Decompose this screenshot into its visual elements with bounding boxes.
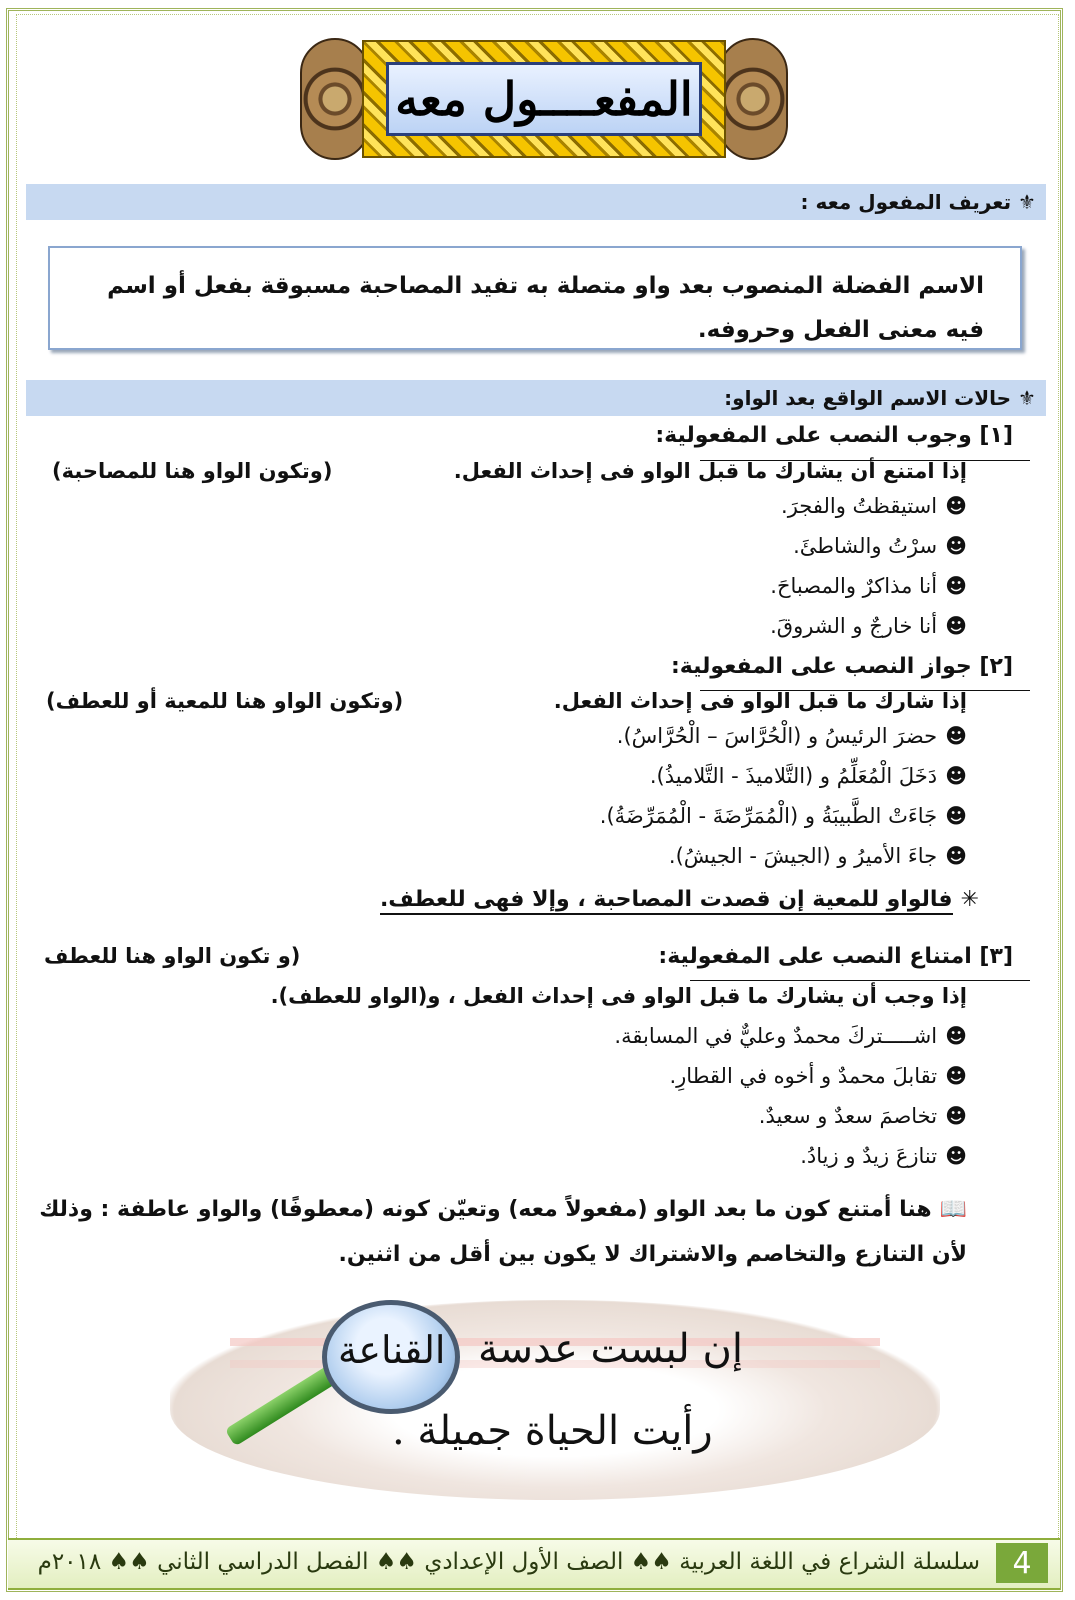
smiley-icon: ☻	[945, 804, 967, 828]
smiley-icon: ☻	[945, 1104, 967, 1128]
list-item: ☻تنازعَ زيدٌ و زيادُ.	[800, 1144, 967, 1168]
banner-ornament-right	[718, 38, 788, 160]
section-definition-title: تعريف المفعول معه :	[800, 190, 1012, 214]
title-banner	[300, 38, 788, 160]
banner-ornament-left	[300, 38, 370, 160]
smiley-icon: ☻	[945, 534, 967, 558]
ornament-icon: ⚜	[1011, 190, 1036, 214]
list-item: ☻أنا مذاكرٌ والمصباحَ.	[770, 574, 967, 598]
smiley-icon: ☻	[945, 1024, 967, 1048]
list-item: ☻دَخَلَ الْمُعَلِّمُ و (التَّلاميذَ - التَّلاميذُ).	[649, 764, 967, 788]
quote-highlight: القناعة	[338, 1328, 446, 1372]
definition-box	[48, 246, 1022, 350]
list-item: ☻سرْتُ والشاطئَ.	[793, 534, 967, 558]
list-item: ☻أنا خارجٌ و الشروقَ.	[770, 614, 967, 638]
smiley-icon: ☻	[945, 764, 967, 788]
list-item: ☻تخاصمَ سعدٌ و سعيدٌ.	[758, 1104, 967, 1128]
list-item: ☻جَاءَتْ الطَّبيبَةُ و (الْمُمَرِّضَةَ - الْمُمَرِّضَةُ).	[599, 804, 967, 828]
case1-rule: إذا امتنع أن يشارك ما قبل الواو فى إحداث الفعل.	[453, 459, 967, 483]
smiley-icon: ☻	[945, 494, 967, 518]
final-note-line2: لأن التنازع والتخاصم والاشتراك لا يكون بين أقل من اثنين.	[338, 1242, 967, 1267]
list-item: ☻جاءَ الأميرُ و (الجيشَ - الجيشُ).	[668, 844, 967, 868]
case3-rule: إذا وجب أن يشارك ما قبل الواو فى إحداث الفعل ، و(الواو للعطف).	[270, 984, 967, 1008]
book-icon: 📖	[939, 1197, 967, 1222]
page-title: المفعــــول معه	[386, 62, 702, 136]
star-icon: ✳	[960, 887, 979, 912]
case2-title: [٢] جواز النصب على المفعولية:	[670, 654, 1013, 679]
smiley-icon: ☻	[945, 574, 967, 598]
smiley-icon: ☻	[945, 844, 967, 868]
banner-plate	[362, 40, 726, 158]
list-item: ☻استيقظتُ والفجرَ.	[781, 494, 967, 518]
section-cases-title: حالات الاسم الواقع بعد الواو:	[724, 386, 1012, 410]
list-item: ☻حضرَ الرئيسُ و (الْحُرَّاسَ – الْحُرَّاسُ).	[616, 724, 967, 748]
smiley-icon: ☻	[945, 1144, 967, 1168]
final-note-line1: 📖هنا أمتنع كون ما بعد الواو (مفعولاً معه) وتعيّن كونه (معطوفًا) والواو عاطفة : وذلك	[39, 1197, 967, 1222]
quote-line1: إن لبست عدسة	[478, 1326, 743, 1372]
case3-title-underline	[690, 980, 1030, 981]
footer-text: سلسلة الشراع في اللغة العربية ♠♠ الصف الأول الإعدادي ♠♠ الفصل الدراسي الثاني ♠♠ ٢٠١٨م	[37, 1549, 980, 1575]
smiley-icon: ☻	[945, 614, 967, 638]
section-cases-header	[26, 380, 1046, 416]
page-footer	[8, 1538, 1060, 1590]
case2-note: (وتكون الواو هنا للمعية أو للعطف)	[46, 689, 404, 713]
quote-line2: رأيت الحياة جميلة .	[392, 1408, 713, 1454]
list-item: ☻اشـــــتركَ محمدٌ وعليٌّ في المسابقة.	[614, 1024, 967, 1048]
case2-summary: ✳فالواو للمعية إن قصدت المصاحبة ، وإلا فهى للعطف.	[380, 887, 979, 912]
case3-title: [٣] امتناع النصب على المفعولية:	[658, 944, 1013, 969]
list-item: ☻تقابلَ محمدٌ و أخوه في القطارِ.	[669, 1064, 967, 1088]
case1-note: (وتكون الواو هنا للمصاحبة)	[52, 459, 333, 483]
page-number: 4	[996, 1543, 1048, 1583]
case3-note: (و تكون الواو هنا للعطف	[44, 944, 301, 968]
smiley-icon: ☻	[945, 724, 967, 748]
ornament-icon: ⚜	[1011, 386, 1036, 410]
section-definition-header	[26, 184, 1046, 220]
smiley-icon: ☻	[945, 1064, 967, 1088]
case2-rule: إذا شارك ما قبل الواو فى إحداث الفعل.	[553, 689, 967, 713]
case1-title: [١] وجوب النصب على المفعولية:	[655, 423, 1013, 448]
definition-text: الاسم الفضلة المنصوب بعد واو متصلة به تفيد المصاحبة مسبوقة بفعل أو اسم فيه معنى الفعل وحروفه.	[107, 273, 984, 343]
